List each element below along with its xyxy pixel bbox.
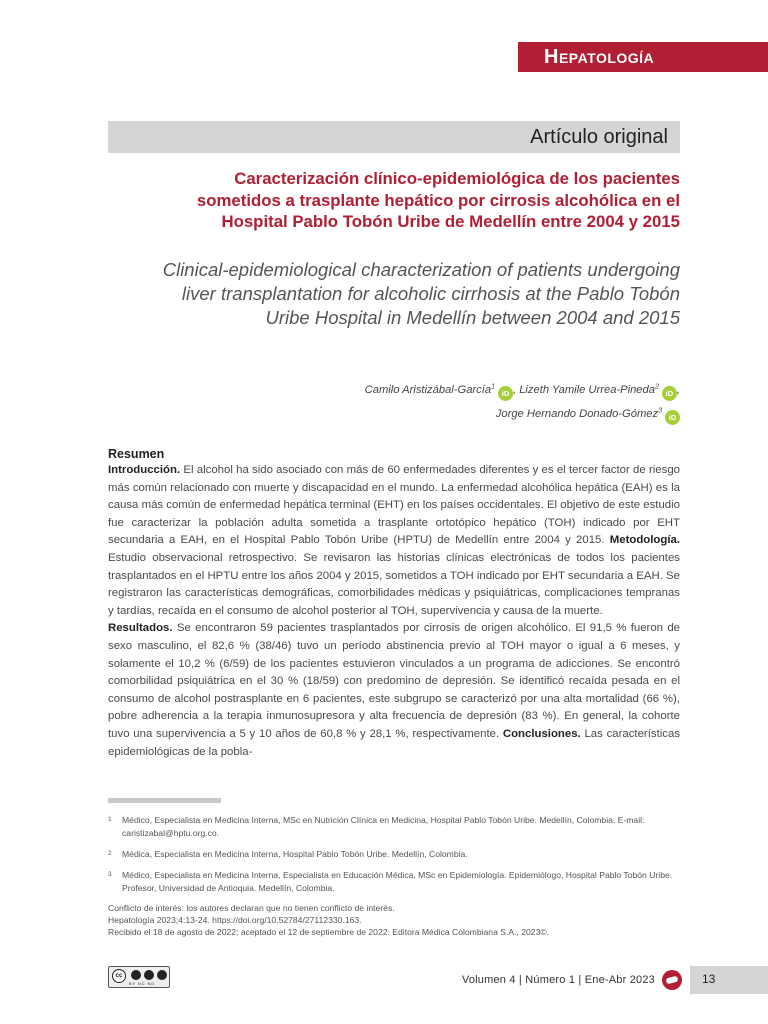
page-number-box: [690, 966, 768, 994]
method-label: Metodología.: [609, 534, 680, 547]
footnote-number: 3: [108, 871, 112, 878]
abstract-body: [108, 462, 680, 761]
author-affiliation-mark: 1: [491, 383, 495, 391]
author-affiliation-mark: 3: [658, 407, 662, 415]
method-text: Estudio observacional retrospectivo. Se revisaron las historias clínicas electrónicas de todos los pacientes trasplantados en el HPTU entre los años 2004 y 2015, sometidos a TOH indicado por EHT secundaria a EAH. Se registraron las características demográficas, comorbilidades médicas y psiquiátricas, complicaciones tempranas y tardías, recaída en el consumo de alcohol posterior al TOH, supervivencia y causa de la muerte.: [108, 551, 680, 617]
intro-text: El alcohol ha sido asociado con más de 60 enfermedades diferentes y es el tercer factor de riesgo más común relacionado con muerte y discapacidad en el mundo. La enfermedad alcohólica hepática (EAH) es la causa más común de enfermedad hepática terminal (EHT) en los países occidentales. El objetivo de este estudio fue caracterizar la población adulta sometida a trasplante ortotópico hepático (TOH) indicado por EHT secundaria a EAH, en el Hospital Pablo Tobón Uribe (HPTU) de Medellín entre 2004 y 2015.: [108, 464, 680, 547]
issue-info: Volumen 4 | Número 1 | Ene-Abr 2023: [461, 974, 655, 986]
footnotes: [108, 814, 680, 903]
section-label: Artículo original: [530, 126, 668, 148]
nd-icon: [157, 970, 167, 980]
footnote-text: Médica, Especialista en Medicina Interna, Hospital Pablo Tobón Uribe. Medellín, Colombia.: [122, 849, 468, 859]
author-name: Camilo Aristizábal-García: [364, 384, 492, 396]
author-name: Lizeth Yamile Urrea-Pineda: [519, 384, 655, 396]
title-spanish: Caracterización clínico-epidemiológica de los pacientes sometidos a trasplante hepático por cirrosis alcohólica en el Hospital Pablo Tobón Uribe de Medellín entre 2004 y 2015: [196, 169, 680, 231]
by-icon: [131, 970, 141, 980]
footnote-number: 2: [108, 850, 112, 857]
footnote: [108, 814, 680, 840]
article-meta: [108, 902, 680, 938]
author-1: [365, 384, 520, 396]
footnote-text: Médico, Especialista en Medicina Interna, MSc en Nutrición Clínica en Medicina, Hospital Pablo Tobón Uribe. Medellín, Colombia. E-mail: caristizabal@hptu.org.co.: [122, 815, 645, 838]
abstract: [108, 446, 680, 761]
author-2: [519, 384, 680, 396]
page-number: 13: [702, 972, 716, 986]
cc-icon: cc: [112, 969, 126, 983]
journal-name: Hepatología: [544, 46, 655, 68]
author-name: Jorge Hernando Donado-Gómez: [495, 408, 659, 420]
author-3: [496, 408, 680, 420]
section-bar: [108, 121, 680, 153]
orcid-icon[interactable]: iD: [498, 386, 513, 401]
results-text: Se encontraron 59 pacientes trasplantados por cirrosis de origen alcohólico. El 91,5 % fueron de sexo masculino, el 82,6 % (38/46) tuvo un período abstinencia previo al TOH mayor o igual a 6 meses, y solamente el 10,2 % (6/59) de los pacientes estuvieron vinculados a un programa de adicciones. Se encontró comorbilidad psiquiátrica en el 30 % (18/59) con predomino de depresión. Se identificó recaída pesada en el consumo de alcohol postrasplante en 6 pacientes, este subgrupo se caracterizó por una alta mortalidad (66 %), pobre adherencia a la terapia inmunosupresora y alta frecuencia de depresión (83 %). En general, la cohorte tuvo una supervivencia a 5 y 10 años de 60,8 % y 28,1 %, respectivamente.: [108, 622, 680, 740]
conflict-statement: Conflicto de interés: los autores declaran que no tienen conflicto de interés.: [108, 903, 395, 913]
abstract-heading: Resumen: [108, 447, 165, 461]
author-separator: ,: [676, 384, 680, 396]
nc-icon: [144, 970, 154, 980]
journal-logo-icon: [662, 970, 682, 990]
citation[interactable]: Hepatología 2023;4:13-24. https://doi.org/10.52784/27112330.163.: [108, 915, 362, 925]
journal-banner: [518, 42, 768, 72]
license-text: BY NC ND: [129, 982, 156, 986]
conclusions-label: Conclusiones.: [502, 727, 581, 740]
footnote-divider: [108, 798, 221, 803]
conclusions-text: Las características epidemiológicas de la pobla-: [108, 727, 681, 758]
footnote-text: Médico, Especialista en Medicina Interna, Especialista en Educación Médica, MSc en Epidemiología. Epidemiólogo, Hospital Pablo Tobón Uribe. Profesor, Universidad de Antioquia. Medellín, Colombia.: [122, 870, 673, 893]
intro-label: Introducción.: [108, 464, 181, 476]
orcid-icon[interactable]: iD: [665, 410, 680, 425]
cc-license-badge[interactable]: [108, 966, 170, 988]
author-affiliation-mark: 2: [654, 383, 659, 391]
footnote-number: 1: [108, 816, 112, 823]
title-english: Clinical-epidemiological characterization of patients undergoing liver transplantation for alcoholic cirrhosis at the Pablo Tobón Uribe Hospital in Medellín between 2004 and 2015: [162, 259, 680, 328]
author-separator: ,: [512, 384, 520, 396]
received-dates: Recibido el 18 de agosto de 2022; aceptado el 12 de septiembre de 2022. Editora Médica Colombiana S.A., 2023©.: [108, 927, 550, 937]
author-list: [250, 378, 680, 426]
results-label: Resultados.: [108, 622, 173, 635]
footnote: [108, 869, 680, 895]
orcid-icon[interactable]: iD: [662, 386, 677, 401]
footnote: [108, 848, 680, 861]
